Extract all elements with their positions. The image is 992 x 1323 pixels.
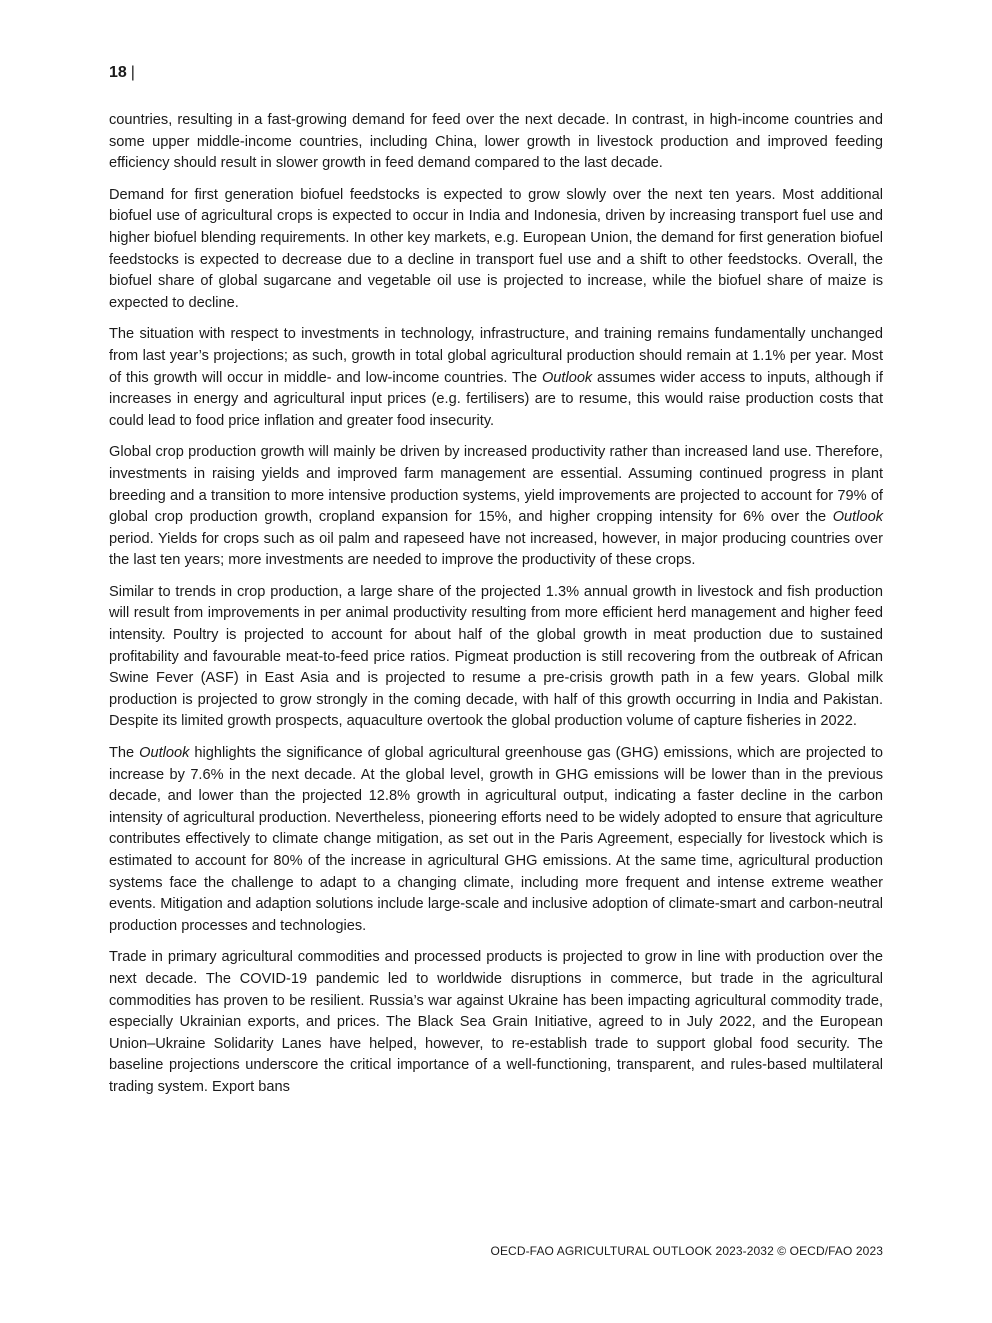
paragraph-ghg-emissions: The Outlook highlights the significance of global agricultural greenhouse gas (GHG) emissions, which are projected to increase by 7.6% in the next decade. At the global level, growth in GHG emissions will be lower than in the previous decade, and lower than the projected 12.8% growth in agricultural output, indicating a faster decline in the carbon intensity of agricultural production. Nevertheless, pioneering efforts need to be widely adopted to ensure that agriculture contributes effectively to climate change mitigation, as set out in the Paris Agreement, especially for livestock which is estimated to account for 80% of the increase in agricultural GHG emissions. At the same time, agricultural production systems face the challenge to adapt to a changing climate, including more frequent and intense extreme weather events. Mitigation and adaption solutions include large-scale and inclusive adoption of climate-smart and carbon-neutral production processes and technologies. <box>109 745 884 934</box>
paragraph-livestock-fish: Similar to trends in crop production, a large share of the projected 1.3% annual growth in livestock and fish production will result from improvements in per animal productivity resulting from more efficient herd management and higher feed intensity. Poultry is projected to account for about half of the global growth in meat production due to sustained profitability and favourable meat-to-feed price ratios. Pigmeat production is still recovering from the outbreak of African Swine Fever (ASF) in East Asia and is projected to resume a pre-crisis growth path in a few years. Global milk production is projected to grow strongly in the coming decade, with half of this growth occurring in India and Pakistan. Despite its limited growth prospects, aquaculture overtook the global production volume of capture fisheries in 2022. <box>109 583 883 730</box>
paragraph-crop-production: Global crop production growth will mainly be driven by increased productivity rather than increased land use. Therefore, investments in raising yields and improved farm management are essential. Assuming continued progress in plant breeding and a transition to more intensive production systems, yield improvements are projected to account for 79% of global crop production growth, cropland expansion for 15%, and higher cropping intensity for 6% over the Outlook period. Yields for crops such as oil palm and rapeseed have not increased, however, in major producing countries over the last ten years; more investments are needed to improve the productivity of these crops. <box>109 444 883 569</box>
italic-term: Outlook <box>541 369 593 386</box>
paragraph-feed-demand: countries, resulting in a fast-growing demand for feed over the next decade. In contrast, in high-income countries and some upper middle-income countries, including China, lower growth in livestock production and improved feeding efficiency should result in slower growth in feed demand compared to the last decade. <box>109 112 883 172</box>
italic-term: Outlook <box>139 745 190 762</box>
footer-copyright: OECD-FAO AGRICULTURAL OUTLOOK 2023-2032 © OECD/FAO 2023 <box>490 1244 883 1258</box>
italic-term: Outlook <box>832 509 883 526</box>
paragraph-biofuel: Demand for first generation biofuel feedstocks is expected to grow slowly over the next ten years. Most additional biofuel use of agricultural crops is expected to occur in India and Indonesia, driven by increasing transport fuel use and higher biofuel blending requirements. In other key markets, e.g. European Union, the demand for first generation biofuel feedstocks is expected to decrease due to a decline in transport fuel use and a shift to other feedstocks. Overall, the biofuel share of global sugarcane and vegetable oil use is projected to increase, while the biofuel share of maize is expected to decline. <box>109 186 883 311</box>
paragraph-trade: Trade in primary agricultural commodities and processed products is projected to grow in line with production over the next decade. The COVID-19 pandemic led to worldwide disruptions in commerce, but trade in the agricultural commodities has proven to be resilient. Russia’s war against Ukraine has been impacting agricultural commodity trade, especially Ukrainian exports, and prices. The Black Sea Grain Initiative, agreed to in July 2022, and the European Union–Ukraine Solidarity Lanes have helped, however, to re-establish trade to support global food security. The baseline projections underscore the critical importance of a well-functioning, transparent, and rules-based multilateral trading system. Export bans <box>109 949 883 1095</box>
page-number-value: 18 <box>109 64 127 81</box>
body-text <box>109 110 883 1109</box>
paragraph-investments: The situation with respect to investments in technology, infrastructure, and training remains fundamentally unchanged from last year’s projections; as such, growth in total global agricultural production should remain at 1.1% per year. Most of this growth will occur in middle- and low-income countries. The Outlook assumes wider access to inputs, although if increases in energy and agricultural input prices (e.g. fertilisers) are to resume, this would raise production costs that could lead to food price inflation and greater food insecurity. <box>109 326 883 429</box>
page-number <box>109 63 135 83</box>
page-number-separator: | <box>130 64 135 81</box>
